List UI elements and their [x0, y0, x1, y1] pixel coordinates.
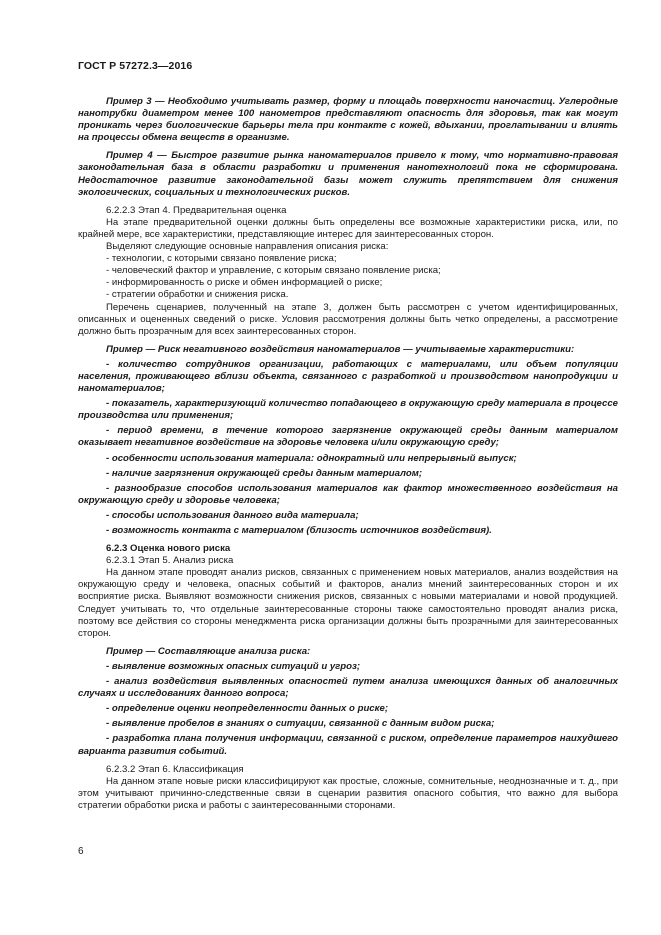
example-item: - показатель, характеризующий количество попадающего в окружающую среду материала в процессе производства или применения;: [78, 398, 618, 422]
paragraph: Выделяют следующие основные направления описания риска:: [106, 241, 389, 253]
example-4: Пример 4 — Быстрое развитие рынка наноматериалов привело к тому, что нормативно-правовая законодательная база в области разработки и применения нанотехнологий пока не сформирована. Недостаточное развитие законодательной базы может служить препятствием для снижения экологических, социальных и технологических рисков.: [78, 150, 618, 198]
example-item: - период времени, в течение которого загрязнение окружающей среды данным материалом оказывает негативное воздействие на здоровье человека и/или окружающую среду;: [78, 425, 618, 449]
example-item: - разработка плана получения информации, связанной с риском, определение параметров наихудшего варианта развития событий.: [78, 733, 618, 757]
section-heading-623: 6.2.3 Оценка нового риска: [106, 543, 231, 555]
paragraph: На данном этапе новые риски классифицируют как простые, сложные, сомнительные, неоднозначные и т. д., при этом учитывают причинно-следственные связи в сценарии развития опасного события, что важно для выбора стратегии обработки риска и работы с заинтересованными сторонами.: [78, 775, 618, 811]
list-item: - человеческий фактор и управление, с которым связано появление риска;: [106, 265, 441, 277]
example-item: - анализ воздействия выявленных опасностей путем анализа имеющихся данных об аналогичных случаях и исследованиях данного вопроса;: [78, 676, 618, 700]
page-number: 6: [78, 846, 84, 857]
document-body: [78, 96, 618, 812]
example-3: Пример 3 — Необходимо учитывать размер, форму и площадь поверхности наночастиц. Углеродные нанотрубки диаметром менее 100 нанометров представляют опасность для здоровья, так как могут проникать через биологические барьеры тела при контакте с кожей, вдыхании, проглатывании и влиять на процессы обмена веществ в организме.: [78, 96, 618, 144]
example-item: - возможность контакта с материалом (близость источников воздействия).: [106, 525, 492, 536]
example-item: - количество сотрудников организации, работающих с материалами, или объем популяции населения, проживающего вблизи объекта, связанного с разработкой и производством нанопродукции и наноматериалов;: [78, 358, 618, 395]
list-item: - стратегии обработки и снижения риска.: [106, 289, 289, 301]
example-lead: Пример — Составляющие анализа риска:: [106, 645, 311, 657]
example-lead: Пример — Риск негативного воздействия наноматериалов — учитываемые характеристики:: [106, 343, 575, 355]
list-item: - информированность о риске и обмен информацией о риске;: [106, 277, 383, 289]
example-item: - способы использования данного вида материала;: [106, 509, 359, 521]
example-item: - выявление возможных опасных ситуаций и угроз;: [106, 660, 361, 672]
example-item: - определение оценки неопределенности данных о риске;: [106, 703, 389, 715]
subsection-heading-6232: 6.2.3.2 Этап 6. Классификация: [106, 763, 244, 775]
paragraph: На этапе предварительной оценки должны быть определены все возможные характеристики риска, или, по крайней мере, все характеристики, представляющие интерес для заинтересованных сторон.: [78, 216, 618, 240]
example-item: - выявление пробелов в знаниях о ситуации, связанной с данным видом риска;: [106, 718, 495, 730]
example-item: - разнообразие способов использования материалов как фактор множественного воздействия на окружающую среду и здоровье человека;: [78, 482, 618, 506]
subsection-heading-6231: 6.2.3.1 Этап 5. Анализ риска: [106, 555, 234, 567]
list-item: - технологии, с которыми связано появление риска;: [106, 253, 337, 265]
example-item: - наличие загрязнения окружающей среды данным материалом;: [106, 467, 423, 479]
example-item: - особенности использования материала: однократный или непрерывный выпуск;: [106, 452, 517, 464]
paragraph: Перечень сценариев, полученный на этапе 3, должен быть рассмотрен с учетом идентифицированных, описанных и оцененных сведений о риске. Условия рассмотрения должны быть четко определены, а рассмотрение должно быть прозрачным для всех заинтересованных сторон.: [78, 301, 618, 337]
paragraph: На данном этапе проводят анализ рисков, связанных с применением новых материалов, анализ воздействия на окружающую среду и человека, опасных событий и факторов, анализ мнений заинтересованных сторон и их восприятие риска. Выявляют возможности снижения рисков, связанных с новыми материалами и новой продукцией. Следует учитывать то, что отдельные заинтересованные стороны также самостоятельно проводят анализ риска, поэтому все действия со стороны менеджмента риска организации должны быть прозрачными для заинтересованных сторон.: [78, 567, 618, 639]
page-header: ГОСТ Р 57272.3—2016: [78, 60, 193, 72]
section-heading-6223: 6.2.2.3 Этап 4. Предварительная оценка: [106, 204, 287, 216]
